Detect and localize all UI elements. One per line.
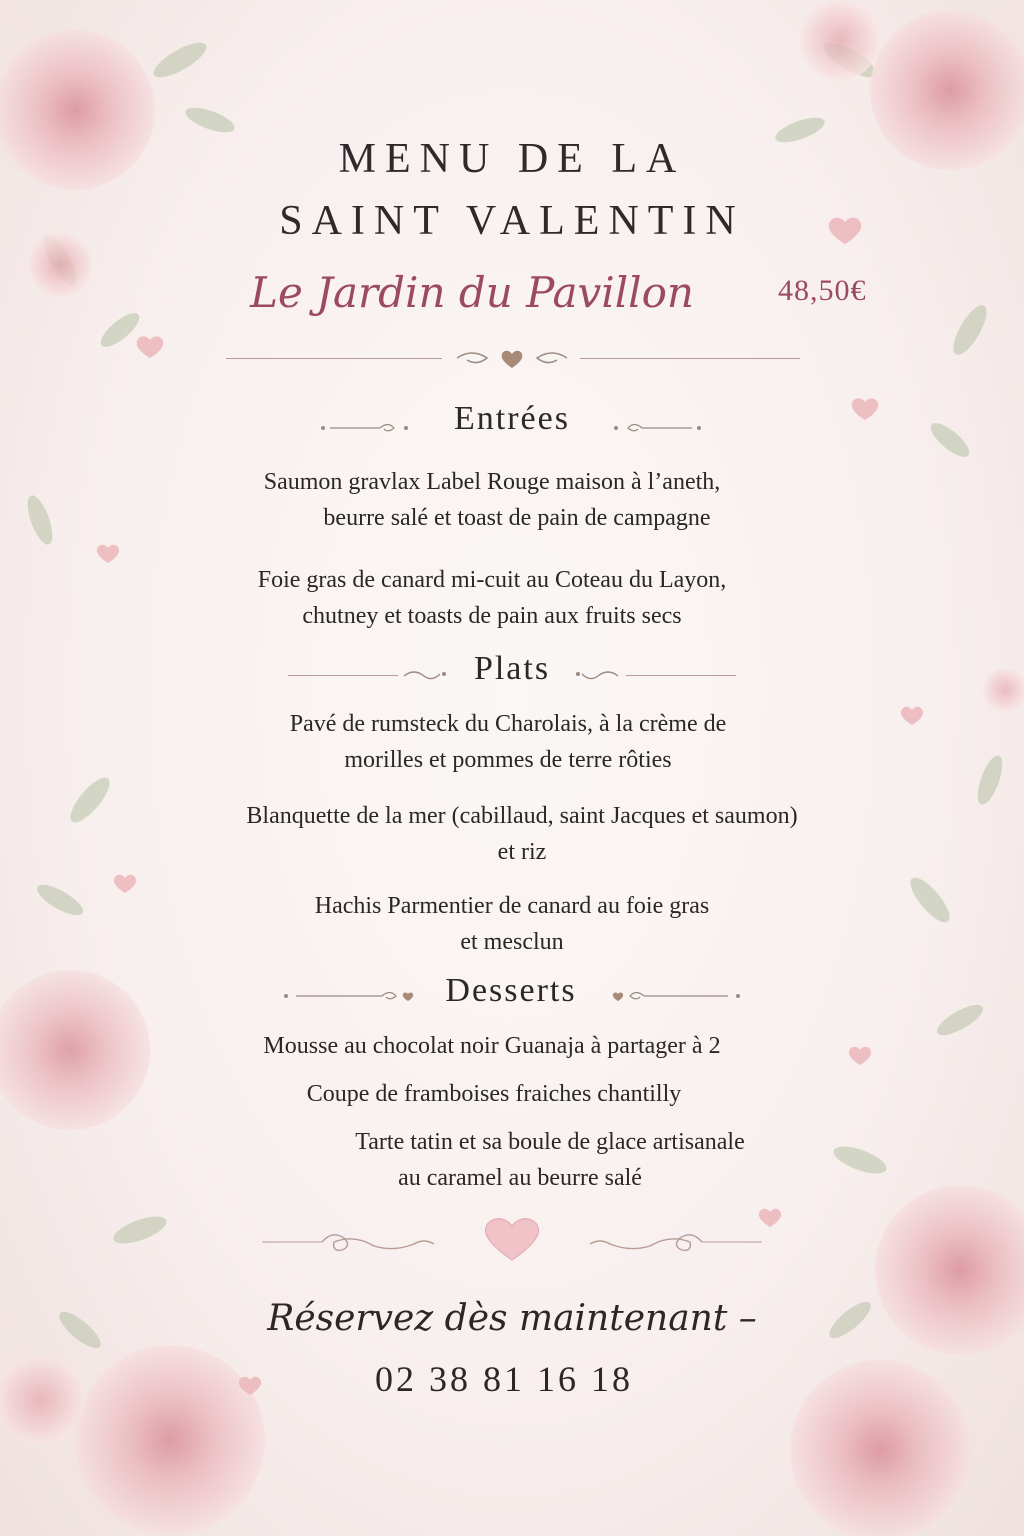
divider-line-right — [580, 358, 800, 359]
menu-item: Blanquette de la mer (cabillaud, saint Jacques et saumon) et riz — [246, 803, 798, 865]
heart-flourish-icon — [262, 1210, 762, 1270]
reservation-text: Réservez dès maintenant – — [267, 1298, 757, 1339]
scroll-ornament-icon — [572, 664, 622, 686]
restaurant-name: Le Jardin du Pavillon — [250, 268, 694, 317]
menu-item: Saumon gravlax Label Rouge maison à l’aneth, beurre salé et toast de pain de campagne — [263, 469, 721, 531]
menu-item: Tarte tatin et sa boule de glace artisanale au caramel au beurre salé — [355, 1129, 745, 1191]
section-title-entrees: Entrées — [454, 400, 570, 437]
menu-item: Mousse au chocolat noir Guanaja à partager à 2 — [263, 1033, 721, 1059]
section-title-plats: Plats — [473, 650, 551, 687]
scroll-ornament-icon — [612, 418, 702, 438]
phone-number[interactable]: 02 38 81 16 18 — [375, 1359, 633, 1399]
scroll-ornament-icon — [608, 986, 743, 1006]
menu-item: Foie gras de canard mi-cuit au Coteau du Layon, chutney et toasts de pain aux fruits secs — [257, 567, 727, 629]
title-line-2: SAINT VALENTIN — [279, 198, 745, 244]
menu-item: Hachis Parmentier de canard au foie gras et mesclun — [314, 893, 710, 955]
menu-price: 48,50€ — [778, 274, 867, 307]
menu-title — [0, 128, 1024, 252]
section-title-desserts: Desserts — [445, 972, 577, 1009]
menu-item: Coupe de framboises fraiches chantilly — [306, 1081, 682, 1107]
divider-line-right — [626, 675, 736, 676]
title-line-1: MENU DE LA — [338, 136, 686, 182]
divider-line-left — [226, 358, 442, 359]
heart-flourish-icon — [452, 346, 572, 370]
menu-item: Pavé de rumsteck du Charolais, à la crème de morilles et pommes de terre rôties — [289, 711, 727, 773]
